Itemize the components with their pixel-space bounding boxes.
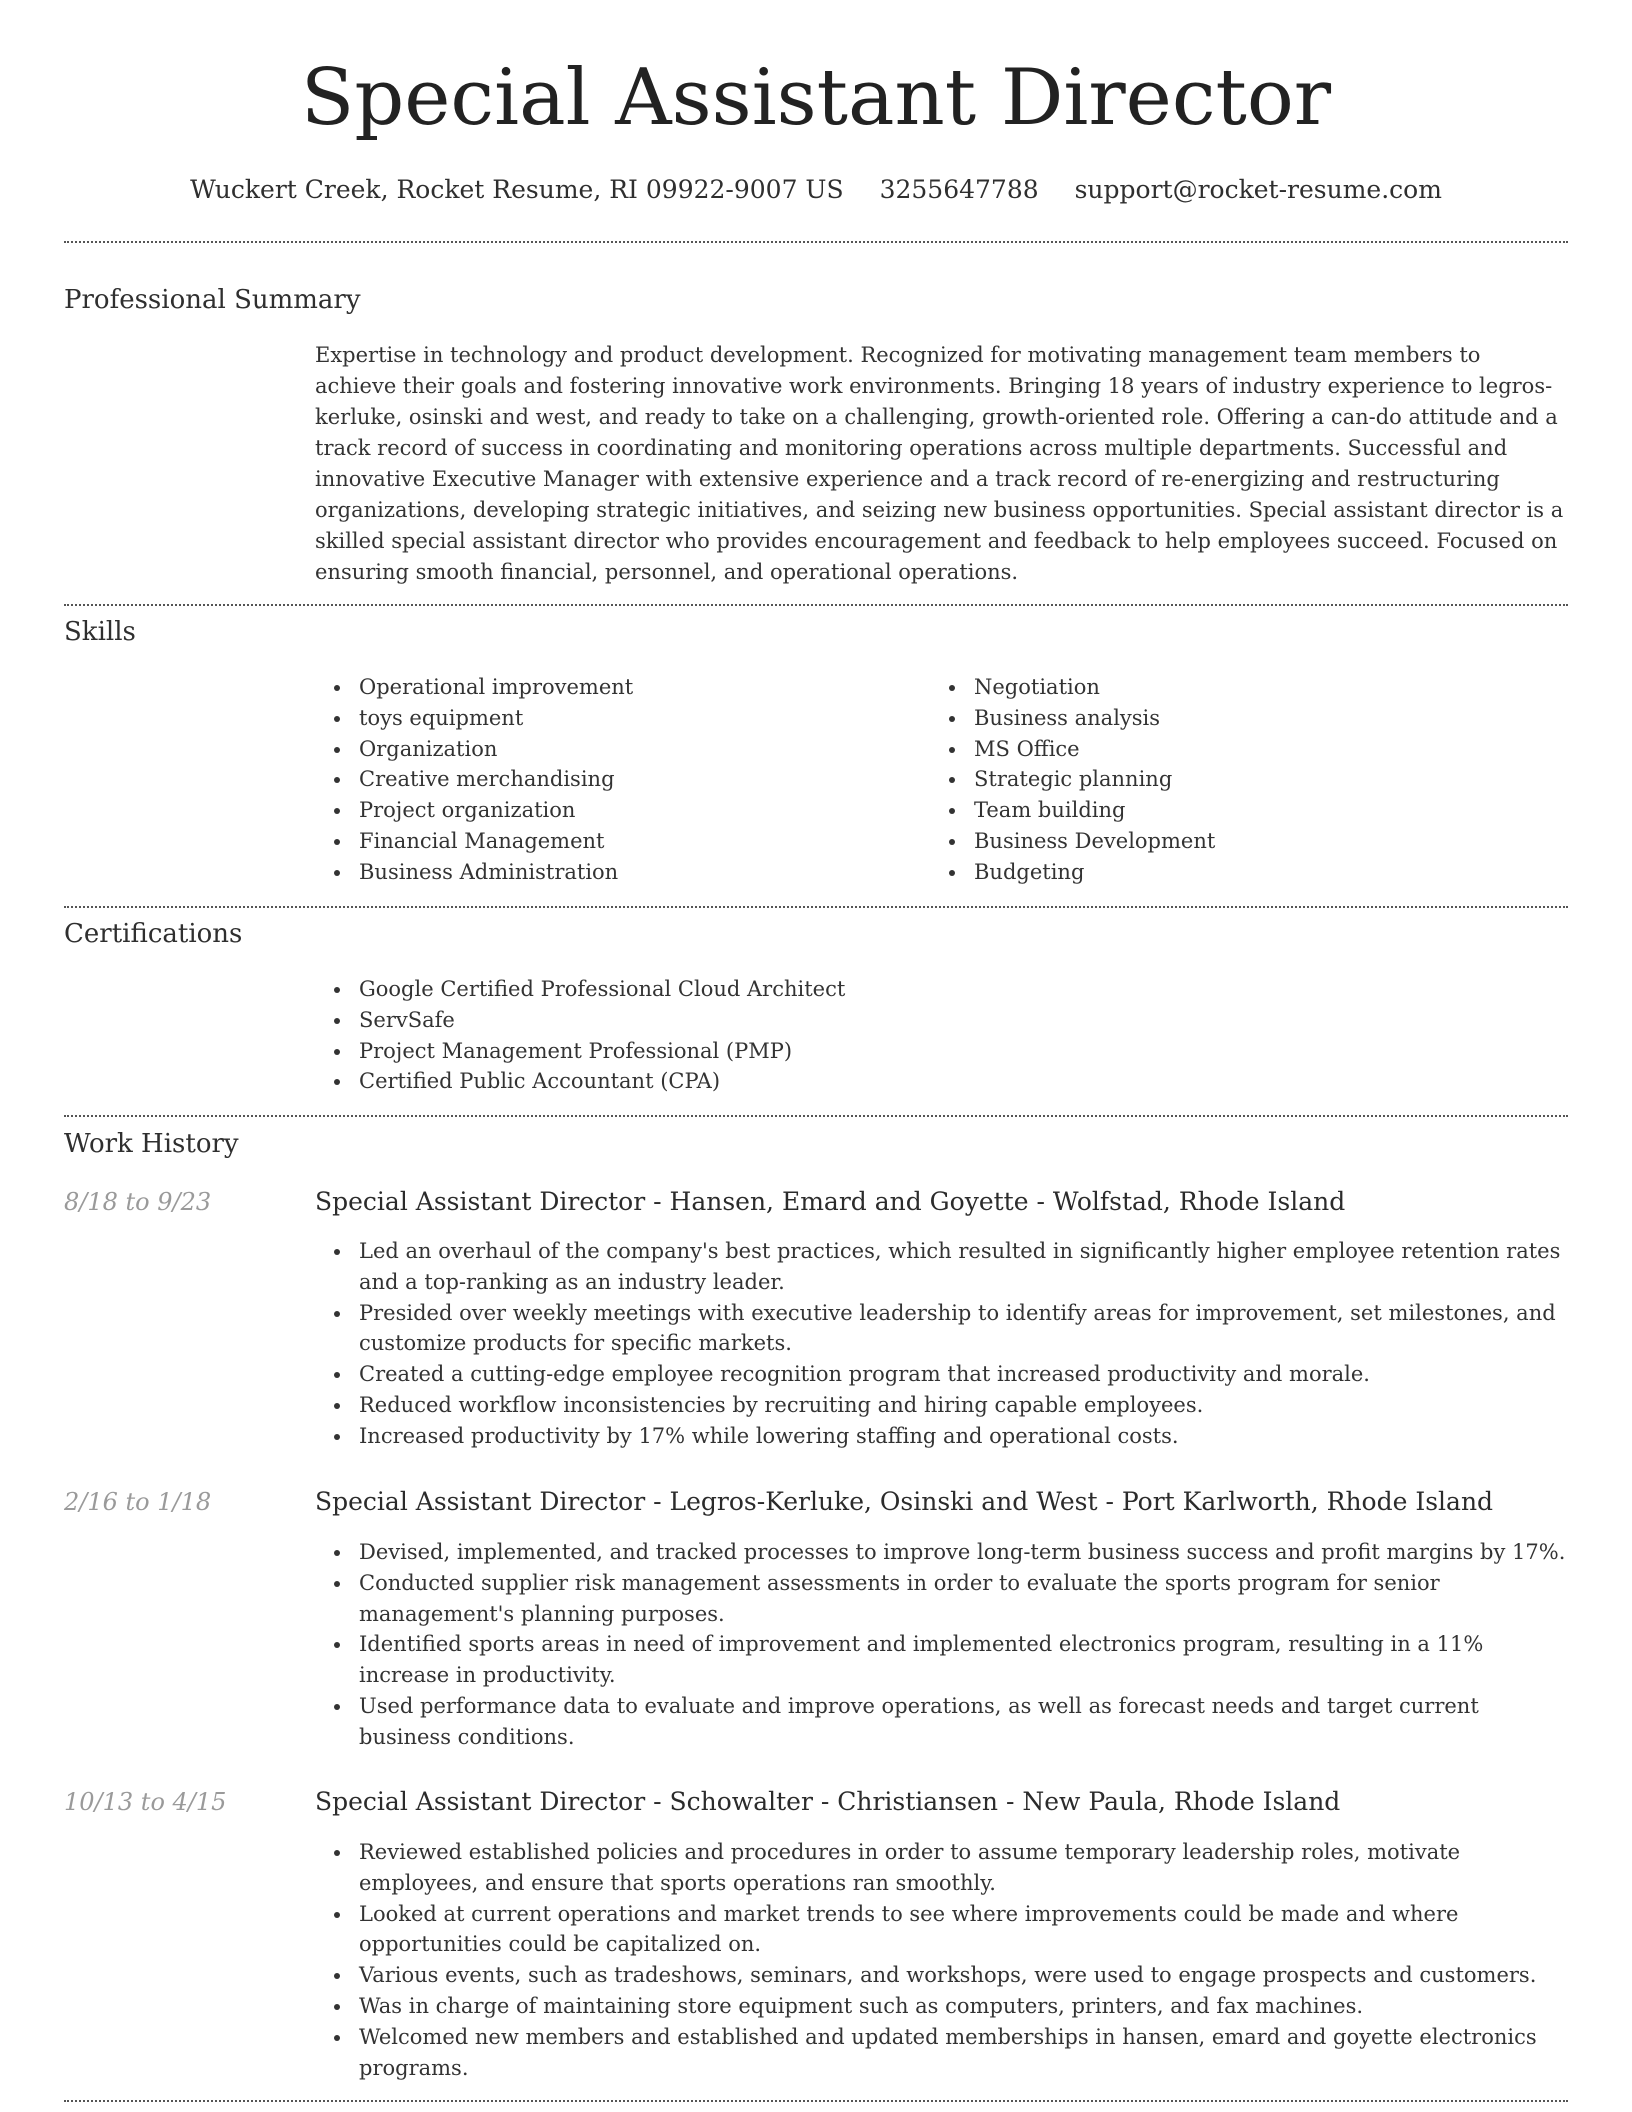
skills-list-right: [930, 672, 1530, 888]
skill-item: Creative merchandising: [315, 764, 915, 795]
skill-item: Project organization: [315, 795, 915, 826]
divider: [64, 2100, 1568, 2102]
job-title: Special Assistant Director - Legros-Kerluke, Osinski and West - Port Karlworth, Rhode Island: [315, 1487, 1494, 1516]
job-dates: 10/13 to 4/15: [64, 1788, 227, 1816]
job-bullet: Various events, such as tradeshows, seminars, and workshops, were used to engage prospects and customers.: [315, 1960, 1568, 1991]
divider: [64, 604, 1568, 606]
skill-item: Budgeting: [930, 857, 1530, 888]
skill-item: Team building: [930, 795, 1530, 826]
skill-item: Business Administration: [315, 857, 915, 888]
job-bullets: [315, 1236, 1568, 1452]
certification-item: Certified Public Accountant (CPA): [315, 1066, 1568, 1097]
skill-item: Negotiation: [930, 672, 1530, 703]
summary-text: Expertise in technology and product development. Recognized for motivating management team members to achieve their goals and fostering innovative work environments. Bringing 18 years of industry experience to legros-kerluke, osinski and west, and ready to take on a challenging, growth-oriented role. Offering a can-do attitude and a track record of success in coordinating and monitoring operations across multiple departments. Successful and innovative Executive Manager with extensive experience and a track record of re-energizing and restructuring organizations, developing strategic initiatives, and seizing new business opportunities. Special assistant director is a skilled special assistant director who provides encouragement and feedback to help employees succeed. Focused on ensuring smooth financial, personnel, and operational operations.: [315, 343, 1564, 584]
skill-item: Financial Management: [315, 826, 915, 857]
contact-address: Wuckert Creek, Rocket Resume, RI 09922-9007 US: [190, 175, 844, 204]
job-bullet: Looked at current operations and market trends to see where improvements could be made and where opportunities could be capitalized on.: [315, 1899, 1568, 1961]
job-bullet: Identified sports areas in need of improvement and implemented electronics program, resulting in a 11% increase in productivity.: [315, 1629, 1568, 1691]
skill-item: MS Office: [930, 734, 1530, 765]
divider: [64, 241, 1568, 243]
skill-item: Organization: [315, 734, 915, 765]
job-bullet: Reduced workflow inconsistencies by recruiting and hiring capable employees.: [315, 1390, 1568, 1421]
section-title-certifications: Certifications: [64, 919, 243, 949]
job-dates: 2/16 to 1/18: [64, 1488, 212, 1516]
divider: [64, 906, 1568, 908]
section-title-summary: Professional Summary: [64, 285, 361, 315]
certification-item: Project Management Professional (PMP): [315, 1036, 1568, 1067]
resume-name: Special Assistant Director: [300, 53, 1332, 143]
section-title-work-history: Work History: [64, 1129, 239, 1159]
job-bullet: Used performance data to evaluate and improve operations, as well as forecast needs and target current business conditions.: [315, 1691, 1568, 1753]
contact-line: [64, 170, 1568, 210]
skill-item: Business Development: [930, 826, 1530, 857]
job-bullet: Increased productivity by 17% while lowering staffing and operational costs.: [315, 1421, 1568, 1452]
skill-item: Business analysis: [930, 703, 1530, 734]
job-title: Special Assistant Director - Schowalter - Christiansen - New Paula, Rhode Island: [315, 1787, 1341, 1816]
job-bullets: [315, 1537, 1568, 1753]
section-title-skills: Skills: [64, 617, 136, 647]
job-bullet: Conducted supplier risk management assessments in order to evaluate the sports program for senior management's planning purposes.: [315, 1568, 1568, 1630]
job-title: Special Assistant Director - Hansen, Emard and Goyette - Wolfstad, Rhode Island: [315, 1187, 1346, 1216]
job-bullet: Was in charge of maintaining store equipment such as computers, printers, and fax machines.: [315, 1991, 1568, 2022]
contact-email: support@rocket-resume.com: [1074, 175, 1442, 204]
job-bullet: Reviewed established policies and procedures in order to assume temporary leadership roles, motivate employees, and ensure that sports operations ran smoothly.: [315, 1837, 1568, 1899]
job-bullets: [315, 1837, 1568, 2083]
skill-item: Operational improvement: [315, 672, 915, 703]
job-bullet: Welcomed new members and established and updated memberships in hansen, emard and goyette electronics programs.: [315, 2022, 1568, 2084]
job-bullet: Devised, implemented, and tracked processes to improve long-term business success and profit margins by 17%.: [315, 1537, 1568, 1568]
skill-item: toys equipment: [315, 703, 915, 734]
skill-item: Strategic planning: [930, 764, 1530, 795]
certifications-list: [315, 974, 1568, 1097]
certification-item: ServSafe: [315, 1005, 1568, 1036]
job-bullet: Presided over weekly meetings with executive leadership to identify areas for improvement, set milestones, and customize products for specific markets.: [315, 1298, 1568, 1360]
job-dates: 8/18 to 9/23: [64, 1188, 212, 1216]
contact-phone: 3255647788: [879, 175, 1039, 204]
divider: [64, 1115, 1568, 1117]
certification-item: Google Certified Professional Cloud Architect: [315, 974, 1568, 1005]
job-bullet: Created a cutting-edge employee recognition program that increased productivity and morale.: [315, 1359, 1568, 1390]
skills-list-left: [315, 672, 915, 888]
job-bullet: Led an overhaul of the company's best practices, which resulted in significantly higher employee retention rates and a top-ranking as an industry leader.: [315, 1236, 1568, 1298]
